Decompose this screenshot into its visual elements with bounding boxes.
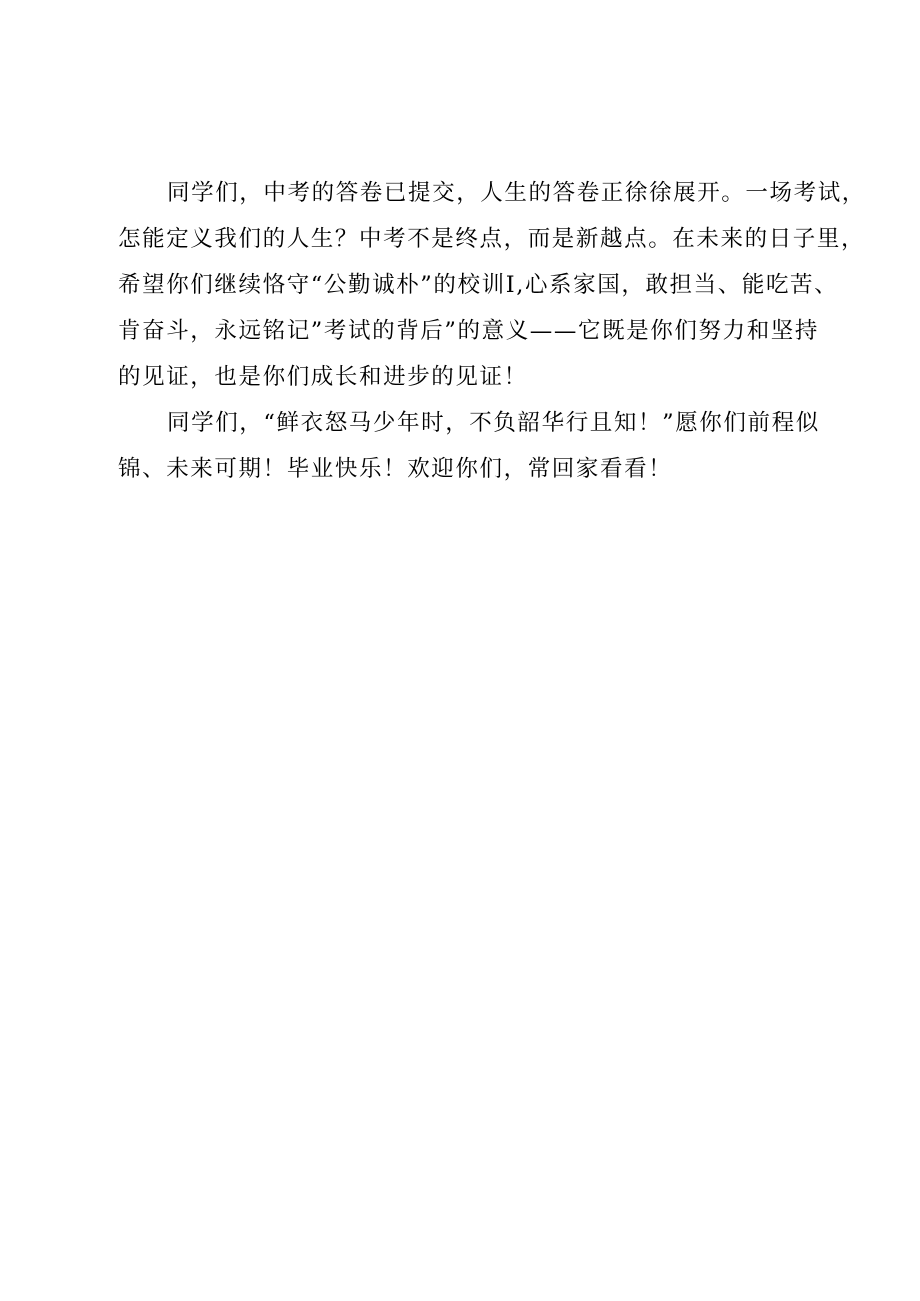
document-body xyxy=(118,170,866,492)
paragraph-closing-wishes xyxy=(118,400,820,492)
paragraph-line: 怎能定义我们的人生？中考不是终点，而是新越点。在未来的日子里， xyxy=(118,226,866,252)
paragraph-line: 同学们，“鲜衣怒马少年时，不负韶华行且知！”愿你们前程似 xyxy=(167,410,820,436)
paragraph-line: 希望你们继续恪守“公勤诚朴”的校训I,心系家国，敢担当、能吃苦、 xyxy=(118,272,839,298)
paragraph-line: 锦、未来可期！毕业快乐！欢迎你们，常回家看看！ xyxy=(118,456,673,482)
paragraph-line: 肯奋斗，永远铭记”考试的背后”的意义——它既是你们努力和坚持 xyxy=(118,318,820,344)
paragraph-line: 的见证，也是你们成长和进步的见证！ xyxy=(118,364,528,390)
paragraph-graduation-message xyxy=(118,170,866,400)
paragraph-line: 同学们，中考的答卷已提交，人生的答卷正徐徐展开。一场考试， xyxy=(167,180,866,206)
